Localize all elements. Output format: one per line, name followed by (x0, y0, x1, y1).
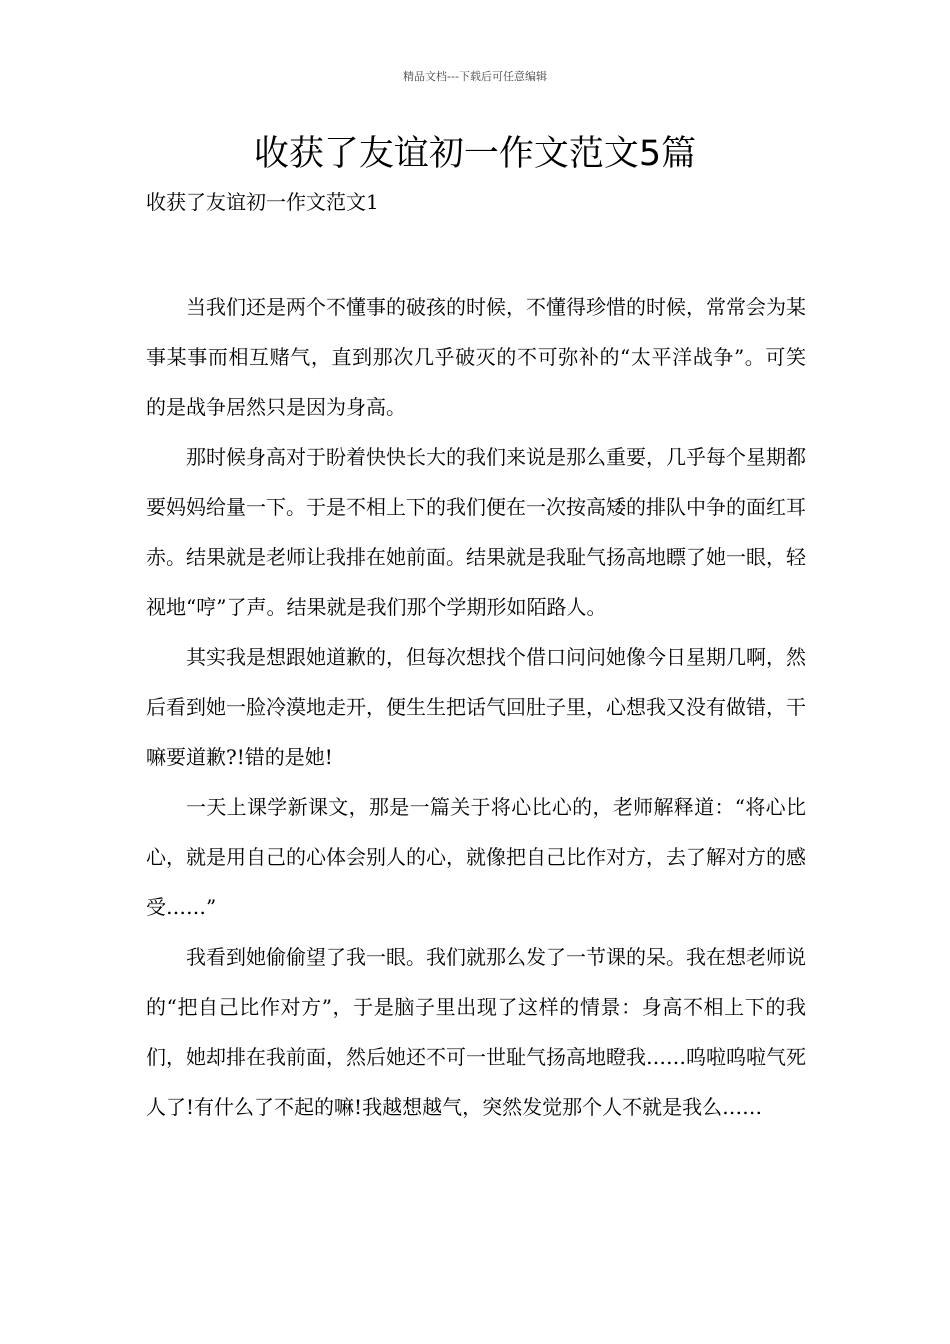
paragraph-2: 那时候身高对于盼着快快长大的我们来说是那么重要，几乎每个星期都要妈妈给量一下。于是不相上下的我们便在一次按高矮的排队中争的面红耳赤。结果就是老师让我排在她前面。结果就是我耻气扬高地瞟了她一眼，轻视地“哼”了声。结果就是我们那个学期形如陌路人。 (146, 445, 806, 619)
section-heading: 收获了友谊初一作文范文1 (146, 190, 379, 214)
paragraph-4: 一天上课学新课文，那是一篇关于将心比心的，老师解释道：“将心比心，就是用自己的心体会别人的心，就像把自己比作对方，去了解对方的感受……” (146, 795, 806, 919)
paragraph-5: 我看到她偷偷望了我一眼。我们就那么发了一节课的呆。我在想老师说的“把自己比作对方”，于是脑子里出现了这样的情景：身高不相上下的我们，她却排在我前面，然后她还不可一世耻气扬高地瞪我……呜啦呜啦气死人了!有什么了不起的嘛!我越想越气，突然发觉那个人不就是我么…… (146, 945, 806, 1119)
paragraph-3: 其实我是想跟她道歉的，但每次想找个借口问问她像今日星期几啊，然后看到她一脸冷漠地走开，便生生把话气回肚子里，心想我又没有做错，干嘛要道歉?!错的是她! (146, 645, 806, 769)
paragraph-1: 当我们还是两个不懂事的破孩的时候，不懂得珍惜的时候，常常会为某事某事而相互赌气，直到那次几乎破灭的不可弥补的“太平洋战争”。可笑的是战争居然只是因为身高。 (146, 295, 806, 419)
article-body (146, 282, 806, 1132)
header-note: 精品文档---下载后可任意编辑 (403, 70, 547, 83)
document-title: 收获了友谊初一作文范文5篇 (253, 134, 697, 174)
